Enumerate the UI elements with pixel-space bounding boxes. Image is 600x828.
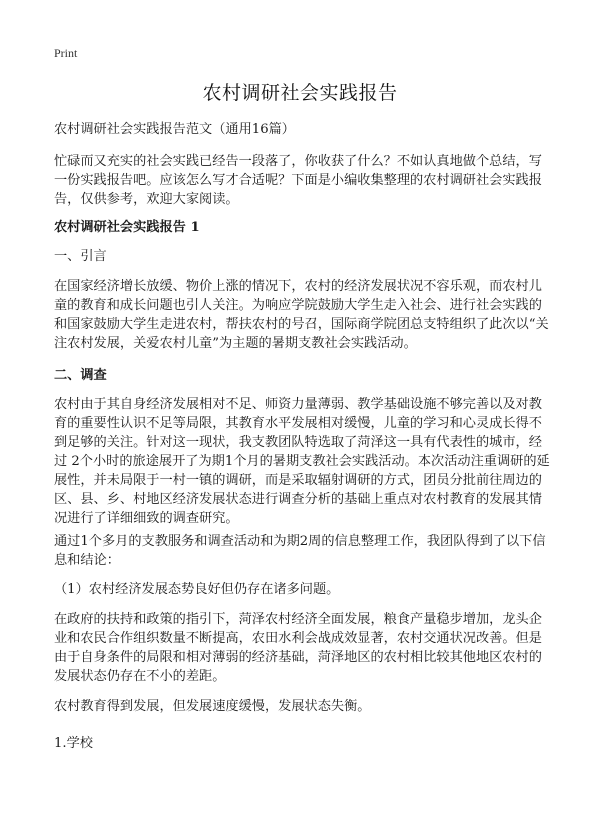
- point1-paragraph: 在政府的扶持和政策的指引下，菏泽农村经济全面发展，粮食产量稳步增加，龙头企业和农民合作组织数量不断提高，农田水利会战成效显著，农村交通状况改善。但是由于自身条件的局限和相对薄弱的经济基础，菏泽地区的农村相比较其他地区农村的发展状态仍存在不小的差距。: [54, 612, 542, 684]
- item1-heading: 1.学校: [54, 736, 93, 751]
- section2-heading: 二、调查: [54, 368, 107, 383]
- document-subtitle: 农村调研社会实践报告范文（通用16篇）: [54, 122, 295, 137]
- section1-paragraph: 在国家经济增长放缓、物价上涨的情况下，农村的经济发展状况不容乐观，而农村儿童的教育和成长问题也引人关注。为响应学院鼓励大学生走入社会、进行社会实践的和国家鼓励大学生走进农村，帮扶农村的号召，国际商学院团总支特组织了此次以“关注农村发展，关爱农村儿童”为主题的暑期支教社会实践活动。: [54, 279, 549, 351]
- intro-paragraph: 忙碌而又充实的社会实践已经告一段落了，你收获了什么？不如认真地做个总结，写一份实践报告吧。应该怎么写才合适呢？下面是小编收集整理的农村调研社会实践报告，仅供参考，欢迎大家阅读。: [54, 154, 542, 207]
- document-title: 农村调研社会实践报告: [202, 82, 398, 104]
- section2-paragraph: 农村由于其自身经济发展相对不足、师资力量薄弱、教学基础设施不够完善以及对教育的重要性认识不足等局限，其教育水平发展相对缓慢，儿童的学习和心灵成长得不到足够的关注。针对这一现状，我支教团队特选取了菏泽这一具有代表性的城市，经过 2个小时的旅途展开了为期1个月的暑期支教社会实践活动。本次活动注重调研的延展性，并未局限于一村一镇的调研，而是采取辐射调研的方式，团员分批前往周边的区、县、乡、村地区经济发展状态进行调查分析的基础上重点对农村教育的发展其情况进行了详细细致的调查研究。: [54, 397, 550, 526]
- section1-heading: 一、引言: [54, 249, 107, 264]
- point1-heading: （1）农村经济发展态势良好但仍存在诸多问题。: [54, 582, 340, 597]
- report-heading: 农村调研社会实践报告 1: [54, 220, 200, 235]
- print-link[interactable]: Print: [54, 46, 78, 60]
- summary-paragraph: 通过1个多月的支教服务和调查活动和为期2周的信息整理工作，我团队得到了以下信息和结论：: [54, 534, 546, 568]
- point2-intro: 农村教育得到发展，但发展速度缓慢，发展状态失衡。: [54, 699, 371, 714]
